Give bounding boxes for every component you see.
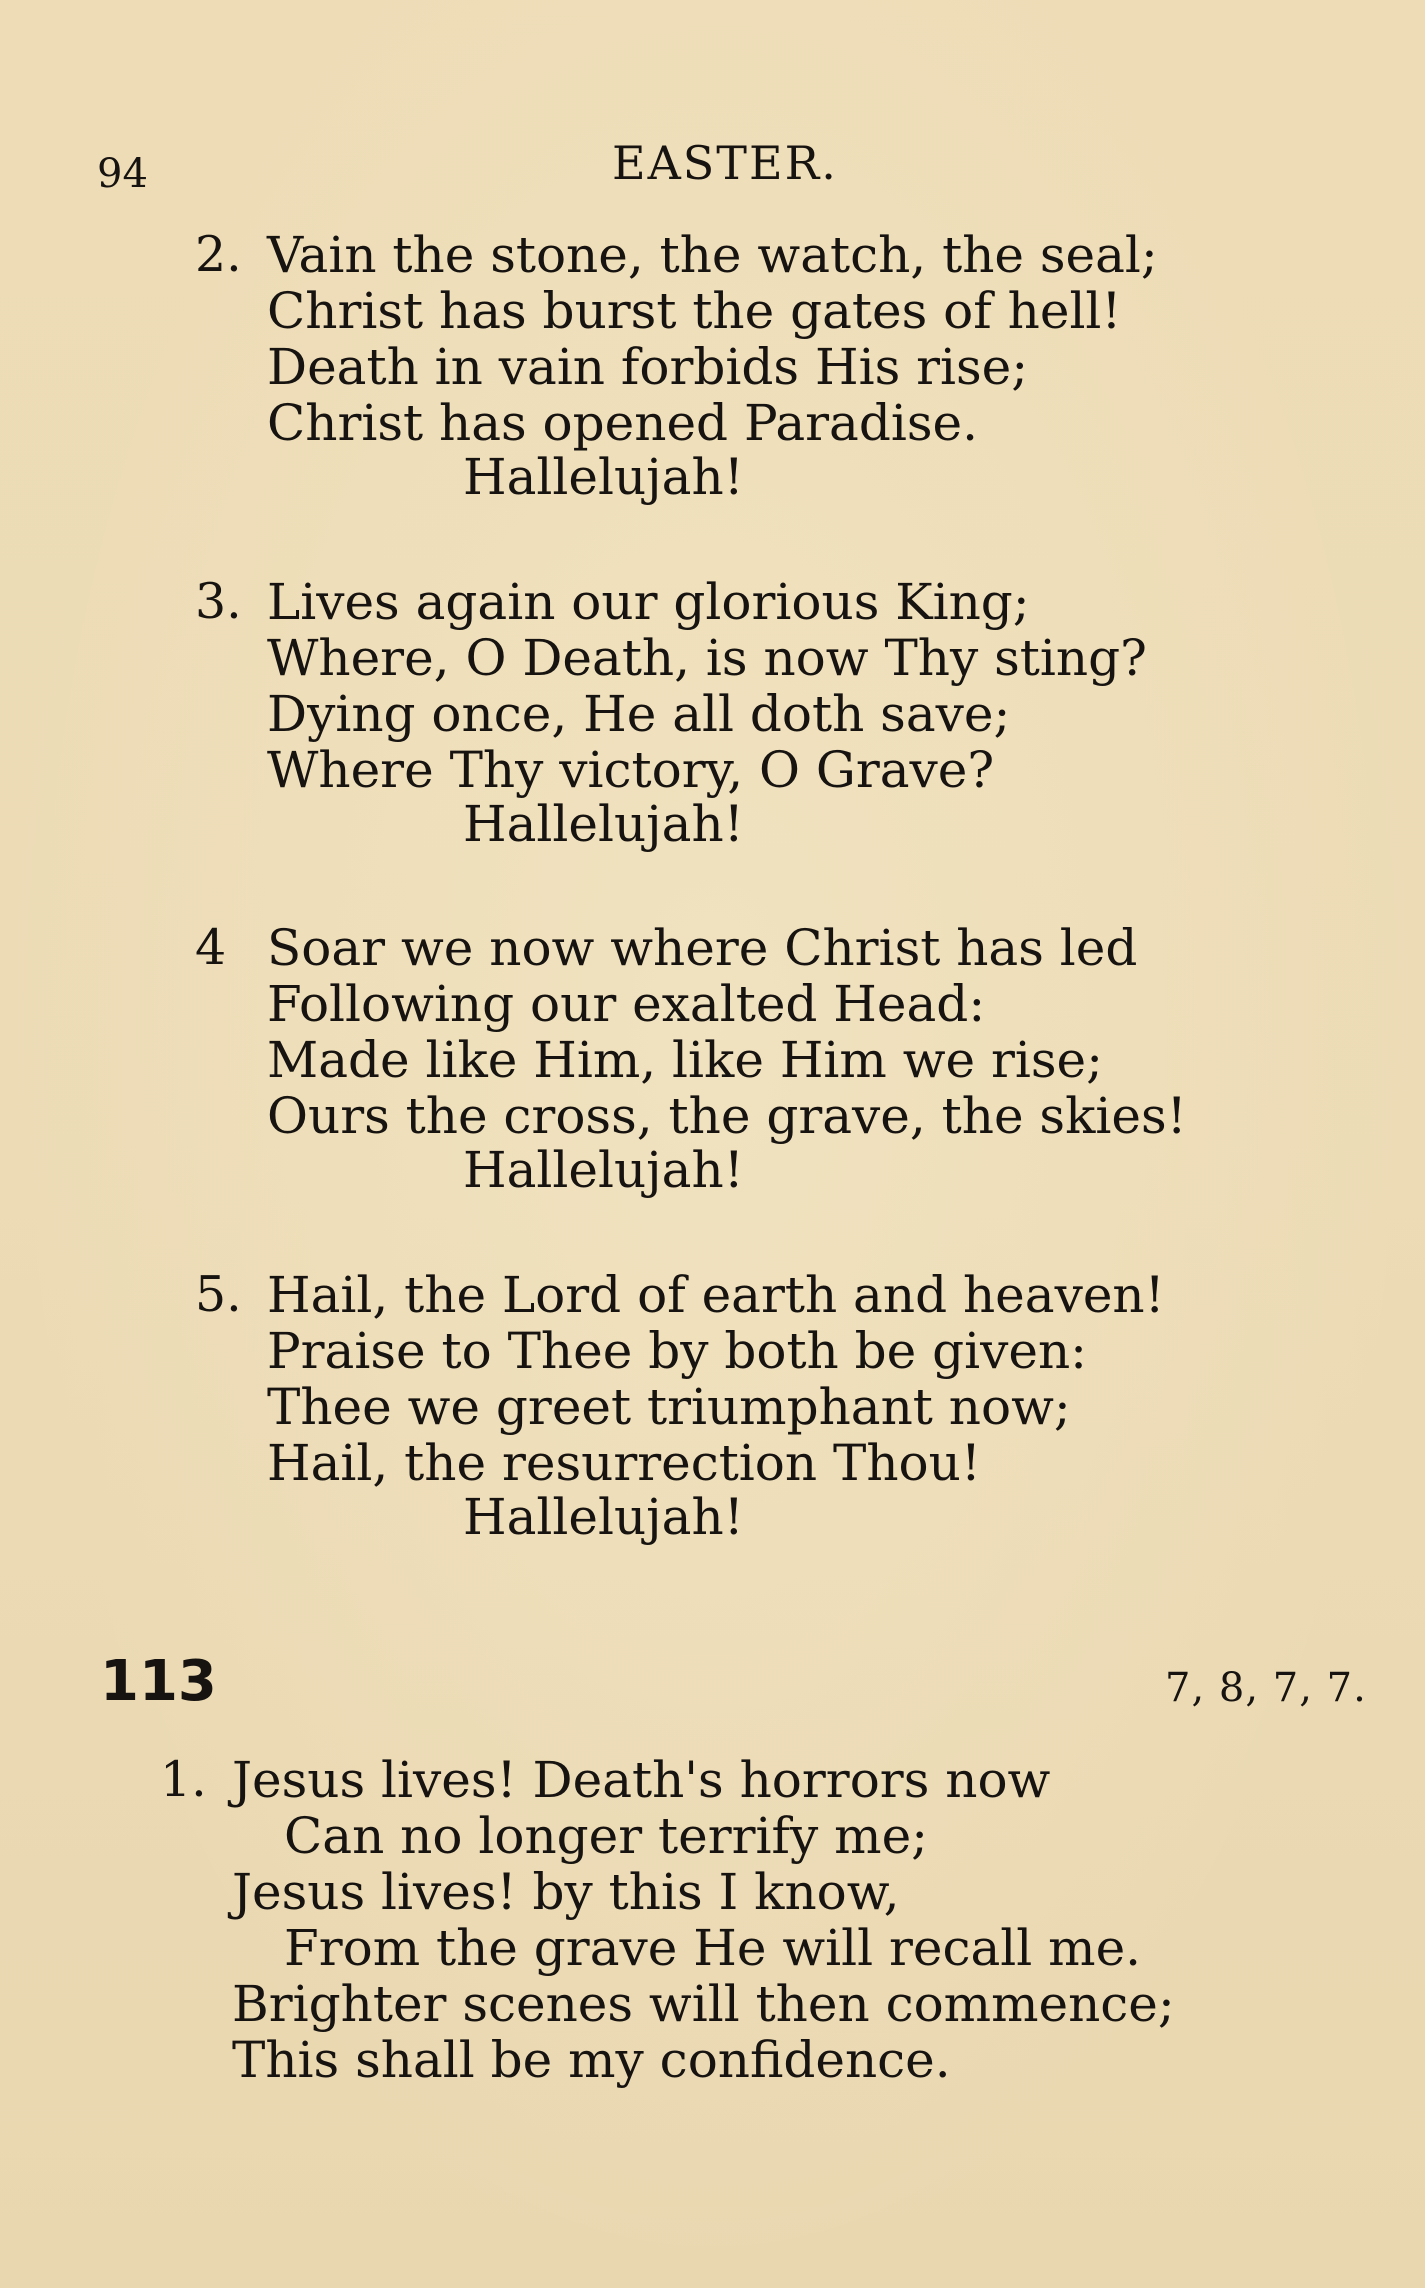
stanza-line: Ours the cross, the grave, the skies! — [267, 1087, 1187, 1145]
stanza-line: Dying once, He all doth save; — [267, 685, 1011, 743]
stanza-line: Can no longer terrify me; — [284, 1807, 929, 1865]
stanza-line: Hail, the Lord of earth and heaven! — [267, 1266, 1165, 1324]
stanza-line: Lives again our glorious King; — [267, 573, 1030, 631]
stanza-number: 4 — [195, 919, 227, 976]
stanza-line: Brighter scenes will then commence; — [232, 1975, 1175, 2033]
stanza-line: Vain the stone, the watch, the seal; — [267, 226, 1158, 284]
hymn-number: 113 — [100, 1649, 217, 1714]
stanza-number: 2. — [195, 226, 242, 283]
stanza-line: Jesus lives! by this I know, — [232, 1863, 900, 1921]
stanza-line: This shall be my confidence. — [232, 2031, 951, 2089]
stanza-line: From the grave He will recall me. — [284, 1919, 1142, 1977]
page-number: 94 — [97, 151, 148, 197]
stanza-line: Following our exalted Head: — [267, 975, 986, 1033]
section-title: EASTER. — [612, 136, 838, 190]
stanza-line: Where, O Death, is now Thy sting? — [267, 629, 1147, 687]
stanza-line: Soar we now where Christ has led — [267, 919, 1138, 977]
stanza-number: 3. — [195, 573, 242, 630]
refrain: Hallelujah! — [463, 795, 744, 853]
refrain: Hallelujah! — [463, 1141, 744, 1199]
refrain: Hallelujah! — [463, 448, 744, 506]
stanza-number: 5. — [195, 1266, 242, 1323]
stanza-line: Hail, the resurrection Thou! — [267, 1434, 981, 1492]
stanza-line: Christ has opened Paradise. — [267, 394, 979, 452]
running-head — [0, 136, 1425, 200]
stanza-line: Jesus lives! Death's horrors now — [232, 1751, 1051, 1809]
refrain: Hallelujah! — [463, 1488, 744, 1546]
hymn-meter: 7, 8, 7, 7. — [1165, 1665, 1367, 1711]
stanza-line: Christ has burst the gates of hell! — [267, 282, 1122, 340]
stanza-line: Death in vain forbids His rise; — [267, 338, 1029, 396]
stanza-line: Praise to Thee by both be given: — [267, 1322, 1088, 1380]
stanza-line: Where Thy victory, O Grave? — [267, 741, 995, 799]
stanza-line: Thee we greet triumphant now; — [267, 1378, 1071, 1436]
stanza-line: Made like Him, like Him we rise; — [267, 1031, 1103, 1089]
stanza-number: 1. — [160, 1751, 207, 1808]
